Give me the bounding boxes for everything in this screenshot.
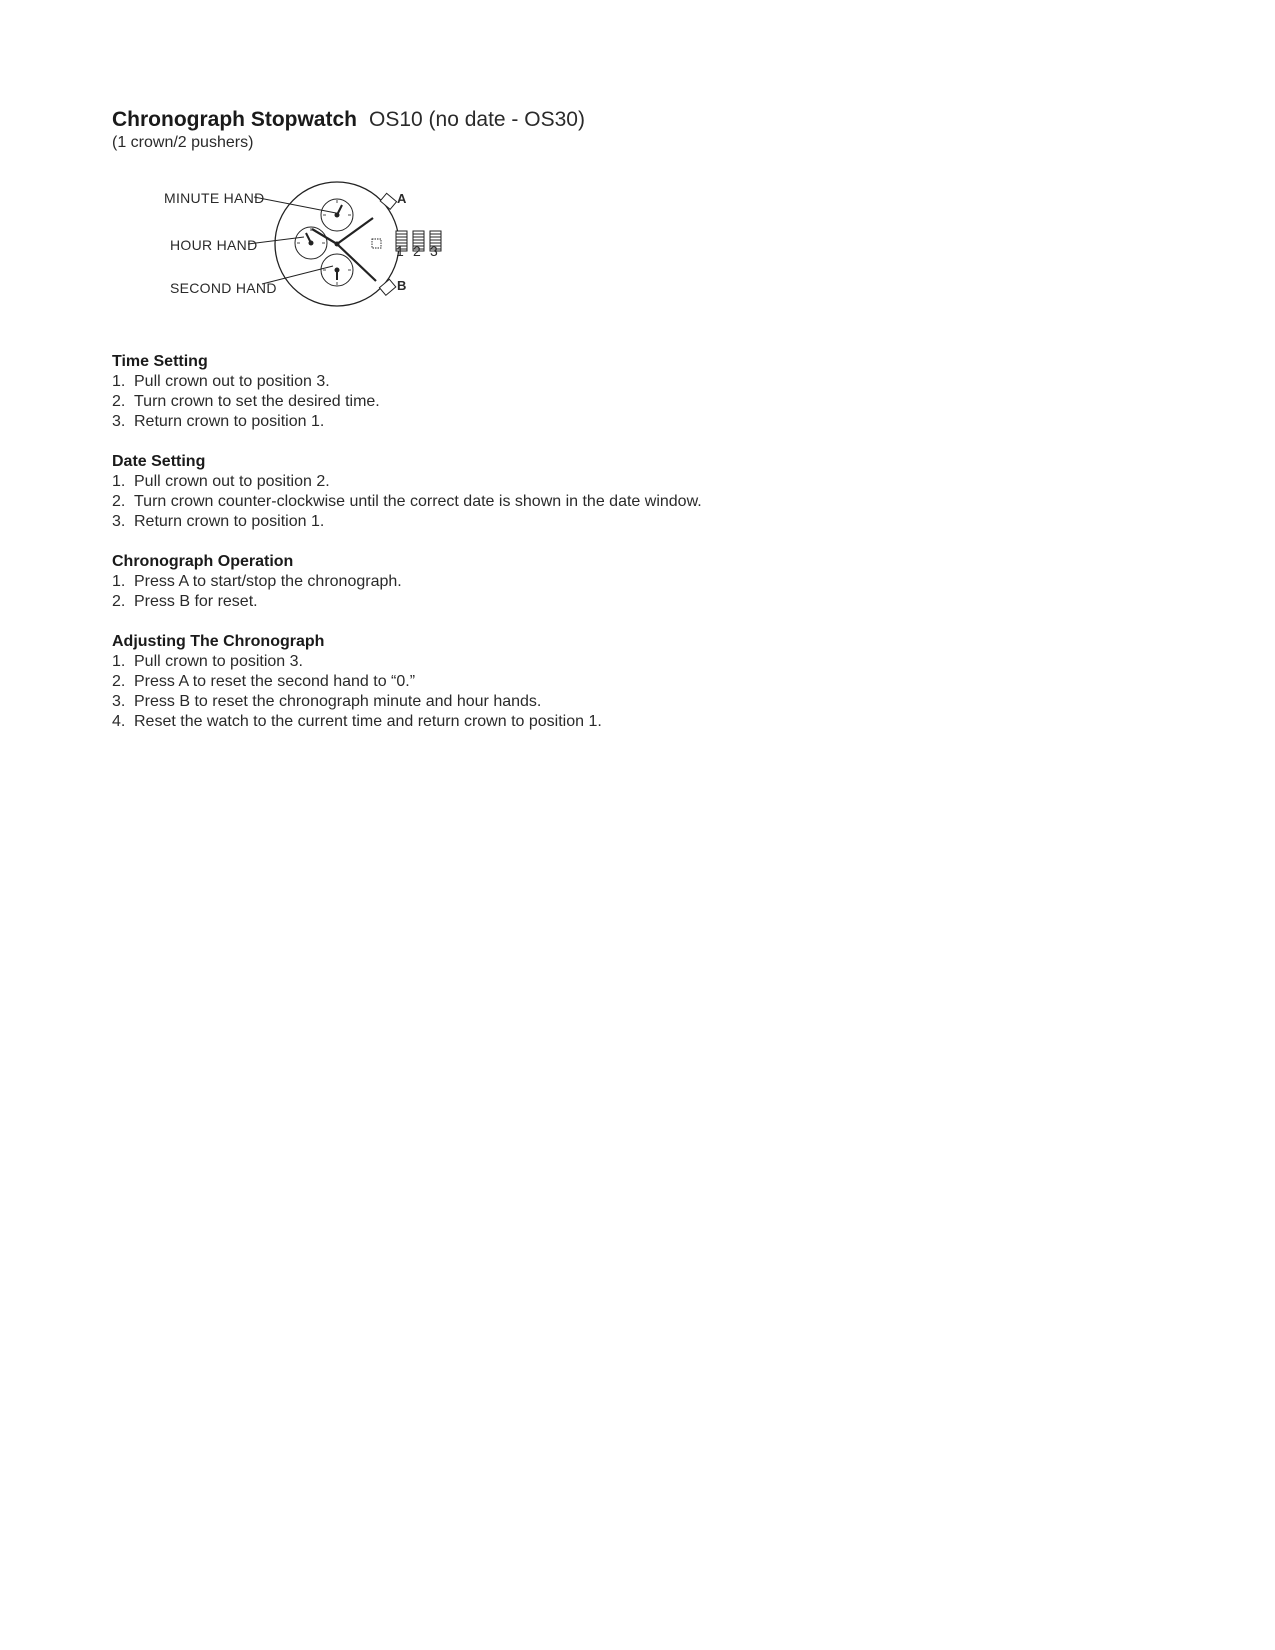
section-title: Date Setting: [112, 453, 206, 470]
subdial-ticks: [297, 200, 351, 285]
title-line: [112, 107, 585, 133]
step-item: [112, 652, 1012, 672]
section-title: Time Setting: [112, 353, 208, 370]
step-number: 1.: [112, 573, 126, 590]
step-list: [112, 652, 1012, 732]
section-title: Chronograph Operation: [112, 553, 294, 570]
step-item: [112, 372, 1012, 392]
step-text: Pull crown out to position 3.: [134, 373, 330, 390]
step-text: Turn crown counter-clockwise until the correct date is shown in the date window.: [134, 493, 702, 510]
step-item: [112, 392, 1012, 412]
document-header: [112, 107, 585, 153]
step-list: [112, 572, 1012, 612]
section-title: Adjusting The Chronograph: [112, 633, 325, 650]
pusher-b-label: B: [397, 278, 407, 293]
step-list: [112, 472, 1012, 532]
step-item: [112, 712, 1012, 732]
page-title: Chronograph Stopwatch: [112, 108, 357, 131]
page-subtitle: (1 crown/2 pushers): [112, 134, 254, 151]
crown-position-2-label: 2: [413, 243, 421, 259]
center-pin: [335, 242, 340, 247]
step-number: 3.: [112, 513, 126, 530]
main-minute-hand: [337, 218, 373, 244]
crown-position-3-label: 3: [430, 243, 438, 259]
step-item: [112, 492, 1012, 512]
hour-hand-label: HOUR HAND: [170, 237, 258, 253]
section-time-setting: [112, 352, 1012, 432]
section-date-setting: [112, 452, 1012, 532]
step-number: 2.: [112, 393, 126, 410]
minute-hand-label: MINUTE HAND: [164, 190, 265, 206]
date-window: [372, 239, 381, 248]
step-item: [112, 572, 1012, 592]
model-number: OS10 (no date - OS30): [369, 108, 585, 131]
step-text: Press B to reset the chronograph minute and hour hands.: [134, 693, 542, 710]
hour-subdial-pin: [309, 241, 314, 246]
step-item: [112, 512, 1012, 532]
step-text: Pull crown out to position 2.: [134, 473, 330, 490]
step-text: Return crown to position 1.: [134, 513, 325, 530]
step-text: Press A to reset the second hand to “0.”: [134, 673, 416, 690]
pusher-b: [379, 279, 395, 295]
step-number: 1.: [112, 653, 126, 670]
step-text: Reset the watch to the current time and return crown to position 1.: [134, 713, 602, 730]
instruction-sections: [112, 352, 1012, 752]
main-second-hand: [337, 244, 376, 281]
step-item: [112, 592, 1012, 612]
step-number: 2.: [112, 593, 126, 610]
step-text: Turn crown to set the desired time.: [134, 393, 380, 410]
main-hour-hand: [312, 229, 337, 244]
step-number: 1.: [112, 473, 126, 490]
minute-hand-leader: [254, 197, 336, 213]
step-number: 2.: [112, 493, 126, 510]
step-number: 3.: [112, 413, 126, 430]
second-subdial-pin: [335, 268, 340, 273]
step-list: [112, 372, 1012, 432]
step-item: [112, 692, 1012, 712]
section-adjusting-chronograph: [112, 632, 1012, 732]
step-item: [112, 672, 1012, 692]
step-number: 3.: [112, 693, 126, 710]
step-number: 1.: [112, 373, 126, 390]
watch-diagram: [150, 175, 450, 315]
step-text: Press A to start/stop the chronograph.: [134, 573, 402, 590]
second-hand-label: SECOND HAND: [170, 280, 277, 296]
crown-position-1-label: 1: [396, 243, 404, 259]
step-number: 4.: [112, 713, 126, 730]
step-text: Return crown to position 1.: [134, 413, 325, 430]
section-chronograph-operation: [112, 552, 1012, 612]
step-item: [112, 472, 1012, 492]
step-number: 2.: [112, 673, 126, 690]
step-text: Press B for reset.: [134, 593, 258, 610]
pusher-a-label: A: [397, 191, 407, 206]
step-item: [112, 412, 1012, 432]
step-text: Pull crown to position 3.: [134, 653, 303, 670]
pusher-a: [380, 193, 396, 209]
